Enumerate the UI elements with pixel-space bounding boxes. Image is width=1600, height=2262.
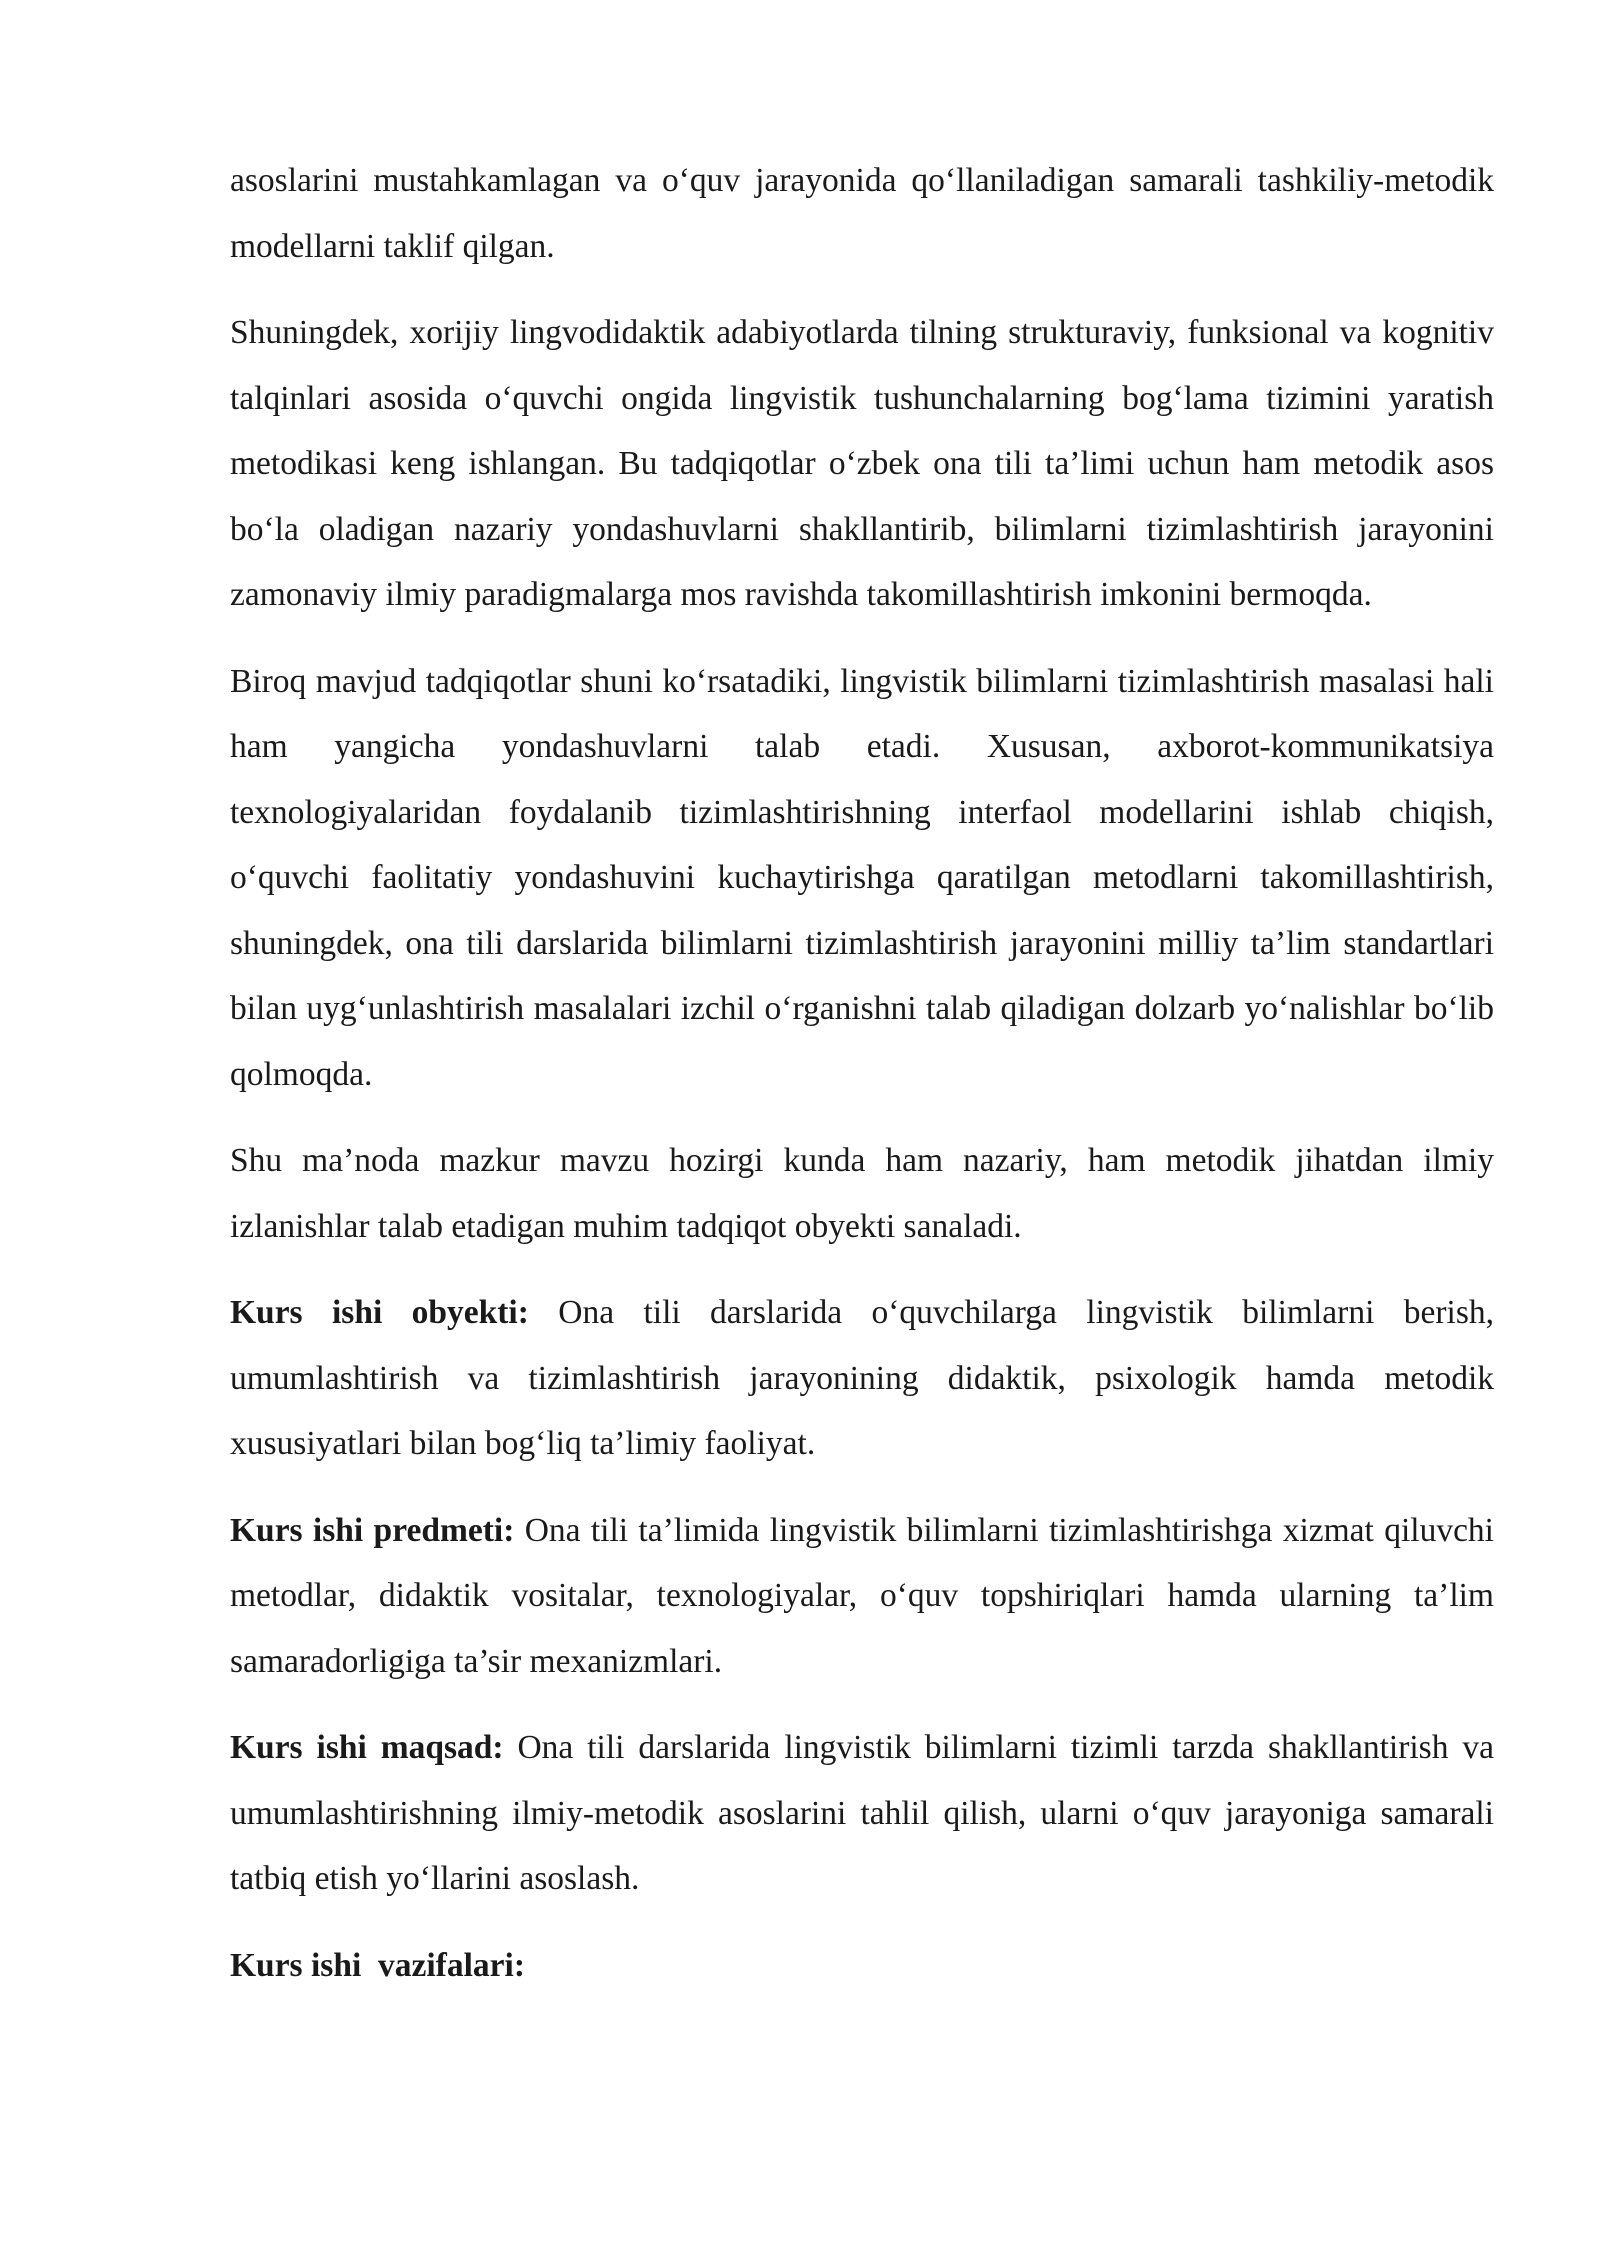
subject-label: Kurs ishi predmeti: (230, 1511, 515, 1549)
goal-label: Kurs ishi maqsad: (230, 1729, 504, 1766)
paragraph-foreign-literature (230, 300, 1494, 628)
tasks-label: Kurs ishi vazifalari: (230, 1946, 525, 1984)
document-page (230, 148, 1494, 2019)
paragraph-text: Ona tili darslarida lingvistik bilimlarni tizimli tarzda shakllantirish va umumlashtirishning ilmiy-metodik asoslarini tahlil qilish, ularni o‘quv jarayoniga samarali tatbiq etish yo‘llarini asoslash. (230, 1729, 1494, 1897)
paragraph-intro-continuation (230, 148, 1494, 279)
paragraph-subject (230, 1498, 1494, 1695)
paragraph-goal (230, 1715, 1494, 1912)
paragraph-object (230, 1280, 1494, 1477)
paragraph-text: Biroq mavjud tadqiqotlar shuni ko‘rsatadiki, lingvistik bilimlarni tizimlashtirish masalasi hali ham yangicha yondashuvlarni talab etadi. Xususan, axborot-kommunikatsiya texnologiyalaridan foydalanib tizimlashtirishning interfaol modellarini ishlab chiqish, o‘quvchi faolitatiy yondashuvini kuchaytirishga qaratilgan metodlarni takomillashtirish, shuningdek, ona tili darslarida bilimlarni tizimlashtirish jarayonini milliy ta’lim standartlari bilan uyg‘unlashtirish masalalari izchil o‘rganishni talab qiladigan dolzarb yo‘nalishlar bo‘lib qolmoqda. (230, 662, 1494, 1093)
paragraph-text: Ona tili darslarida o‘quvchilarga lingvistik bilimlarni berish, umumlashtirish va tizimlashtirish jarayonining didaktik, psixologik hamda metodik xususiyatlari bilan bog‘liq ta’limiy faoliyat. (230, 1294, 1494, 1462)
paragraph-text: asoslarini mustahkamlagan va o‘quv jarayonida qo‘llaniladigan samarali tashkiliy-metodik modellarni taklif qilgan. (230, 162, 1494, 265)
object-label: Kurs ishi obyekti: (230, 1294, 529, 1331)
paragraph-text: Ona tili ta’limida lingvistik bilimlarni tizimlashtirishga xizmat qiluvchi metodlar, didaktik vositalar, texnologiyalar, o‘quv topshiriqlari hamda ularning ta’lim samaradorligiga ta’sir mexanizmlari. (230, 1511, 1494, 1680)
paragraph-text: Shuningdek, xorijiy lingvodidaktik adabiyotlarda tilning strukturaviy, funksional va kognitiv talqinlari asosida o‘quvchi ongida lingvistik tushunchalarning bog‘lama tizimini yaratish metodikasi keng ishlangan. Bu tadqiqotlar o‘zbek ona tili ta’limi uchun ham metodik asos bo‘la oladigan nazariy yondashuvlarni shakllantirib, bilimlarni tizimlashtirish jarayonini zamonaviy ilmiy paradigmalarga mos ravishda takomillashtirish imkonini bermoqda. (230, 314, 1494, 613)
paragraph-text: Shu ma’noda mazkur mavzu hozirgi kunda ham nazariy, ham metodik jihatdan ilmiy izlanishlar talab etadigan muhim tadqiqot obyekti sanaladi. (230, 1142, 1494, 1245)
paragraph-relevance (230, 1128, 1494, 1259)
paragraph-research-gap (230, 649, 1494, 1108)
paragraph-tasks (230, 1933, 1494, 1999)
